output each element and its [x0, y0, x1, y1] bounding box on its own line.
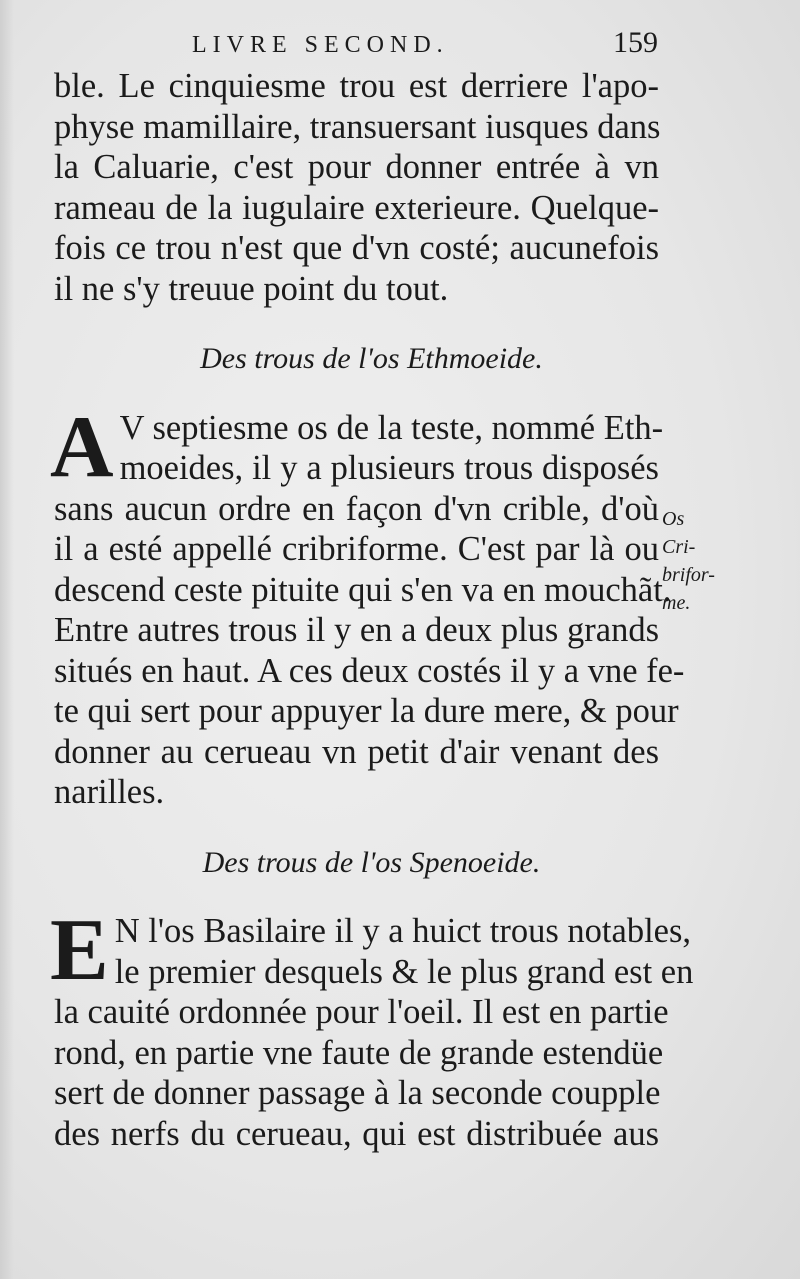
- text-line: moeides, il y a plusieurs trous disposés: [119, 449, 659, 487]
- text-line: la Caluarie, c'est pour donner entrée à vn: [54, 148, 659, 186]
- margin-note: [662, 505, 722, 617]
- text-line: physe mamillaire, transuersant iusques dans: [54, 107, 661, 146]
- section-heading-ethmoeide: Des trous de l'os Ethmoeide.: [200, 342, 543, 375]
- text-line: donner au cerueau vn petit d'air venant des: [54, 732, 659, 771]
- text-line: situés en haut. A ces deux costés il y a vne fe-: [54, 651, 685, 690]
- margin-note-line: brifor-: [662, 564, 715, 586]
- margin-note-line: Os Cri-: [662, 508, 696, 558]
- text-line: il ne s'y treuue point du tout.: [54, 269, 449, 308]
- text-line: narilles.: [54, 773, 165, 811]
- text-line: te qui sert pour appuyer la dure mere, & pour: [54, 692, 679, 730]
- text-line: sert de donner passage à la seconde coupple: [54, 1074, 661, 1112]
- paragraph-spenoeide: [50, 902, 694, 1154]
- text-line: la cauité ordonnée pour l'oeil. Il est en partie: [54, 993, 669, 1031]
- text-line: N l'os Basilaire il y a huict trous notables,: [114, 912, 692, 950]
- text-line: des nerfs du cerueau, qui est distribuée aus: [54, 1114, 659, 1153]
- text-line: ble. Le cinquiesme trou est derriere l'apo-: [54, 67, 659, 105]
- section-heading-spenoeide: Des trous de l'os Spenoeide.: [202, 845, 541, 879]
- text-line: rond, en partie vne faute de grande estendüe: [54, 1033, 664, 1072]
- text-line: descend ceste pituite qui s'en va en mouchãt.: [54, 570, 672, 609]
- page-edge-shadow: [0, 0, 14, 1279]
- text-line: fois ce trou n'est que d'vn costé; aucunefois: [54, 229, 659, 267]
- drop-cap: E: [50, 902, 109, 999]
- text-line: sans aucun ordre en façon d'vn crible, d'où: [54, 489, 659, 528]
- running-title: LIVRE SECOND.: [192, 32, 449, 58]
- drop-cap: A: [50, 398, 114, 496]
- text-line: le premier desquels & le plus grand est en: [114, 952, 694, 991]
- margin-note-line: me.: [662, 592, 691, 614]
- text-line: il a esté appellé cribriforme. C'est par là ou: [54, 530, 659, 568]
- paragraph-continuation: [54, 66, 659, 309]
- text-line: V septiesme os de la teste, nommé Eth-: [119, 408, 664, 447]
- text-line: rameau de la iugulaire exterieure. Quelque-: [54, 188, 659, 227]
- page-number: 159: [613, 26, 658, 59]
- page-header: [60, 26, 660, 66]
- text-line: Entre autres trous il y en a deux plus grands: [54, 611, 659, 649]
